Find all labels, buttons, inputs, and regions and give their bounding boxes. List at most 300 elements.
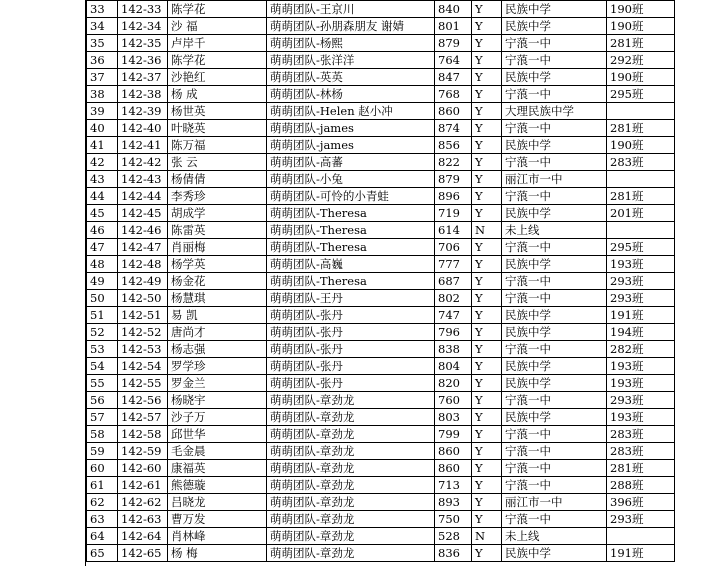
- table-row: [87, 154, 675, 171]
- table-row: [87, 35, 675, 52]
- row-number-cell: 60: [87, 460, 118, 477]
- team-cell: 萌萌团队-章劲龙: [267, 392, 435, 409]
- school-cell: 民族中学: [502, 137, 607, 154]
- class-cell: 281班: [607, 35, 675, 52]
- score-cell: 796: [435, 324, 472, 341]
- flag-cell: Y: [472, 154, 502, 171]
- flag-cell: Y: [472, 1, 502, 18]
- table-row: [87, 477, 675, 494]
- name-cell: 卢岸千: [168, 35, 267, 52]
- school-cell: 民族中学: [502, 18, 607, 35]
- row-number-cell: 36: [87, 52, 118, 69]
- flag-cell: N: [472, 528, 502, 545]
- team-cell: 萌萌团队-可怜的小青蛙: [267, 188, 435, 205]
- name-cell: 杨志强: [168, 341, 267, 358]
- team-cell: 萌萌团队-张丹: [267, 375, 435, 392]
- flag-cell: Y: [472, 120, 502, 137]
- table-row: [87, 409, 675, 426]
- name-cell: 易 凯: [168, 307, 267, 324]
- class-cell: 293班: [607, 511, 675, 528]
- id-cell: 142-35: [118, 35, 168, 52]
- name-cell: 陈万福: [168, 137, 267, 154]
- flag-cell: Y: [472, 273, 502, 290]
- class-cell: 293班: [607, 290, 675, 307]
- class-cell: 193班: [607, 409, 675, 426]
- table-row: [87, 1, 675, 18]
- score-cell: 804: [435, 358, 472, 375]
- table-row: [87, 239, 675, 256]
- score-cell: 760: [435, 392, 472, 409]
- flag-cell: Y: [472, 137, 502, 154]
- row-number-cell: 54: [87, 358, 118, 375]
- school-cell: 宁蒗一中: [502, 273, 607, 290]
- school-cell: 大理民族中学: [502, 103, 607, 120]
- row-number-cell: 46: [87, 222, 118, 239]
- table-row: [87, 460, 675, 477]
- table-body: [87, 1, 675, 562]
- flag-cell: Y: [472, 426, 502, 443]
- row-number-cell: 61: [87, 477, 118, 494]
- table-row: [87, 52, 675, 69]
- school-cell: 宁蒗一中: [502, 426, 607, 443]
- id-cell: 142-54: [118, 358, 168, 375]
- row-number-cell: 33: [87, 1, 118, 18]
- school-cell: 宁蒗一中: [502, 341, 607, 358]
- class-cell: [607, 171, 675, 188]
- flag-cell: Y: [472, 358, 502, 375]
- school-cell: 民族中学: [502, 69, 607, 86]
- name-cell: 沙 福: [168, 18, 267, 35]
- id-cell: 142-42: [118, 154, 168, 171]
- table-row: [87, 205, 675, 222]
- team-cell: 萌萌团队-张丹: [267, 324, 435, 341]
- class-cell: [607, 528, 675, 545]
- score-cell: 874: [435, 120, 472, 137]
- table-row: [87, 358, 675, 375]
- flag-cell: Y: [472, 477, 502, 494]
- score-cell: 860: [435, 443, 472, 460]
- score-cell: 614: [435, 222, 472, 239]
- name-cell: 杨世英: [168, 103, 267, 120]
- student-table: [86, 0, 675, 562]
- score-cell: 840: [435, 1, 472, 18]
- flag-cell: Y: [472, 460, 502, 477]
- name-cell: 沙艳红: [168, 69, 267, 86]
- team-cell: 萌萌团队-杨熙: [267, 35, 435, 52]
- id-cell: 142-36: [118, 52, 168, 69]
- score-cell: 802: [435, 290, 472, 307]
- row-number-cell: 38: [87, 86, 118, 103]
- id-cell: 142-55: [118, 375, 168, 392]
- class-cell: 193班: [607, 375, 675, 392]
- team-cell: 萌萌团队-张洋洋: [267, 52, 435, 69]
- id-cell: 142-58: [118, 426, 168, 443]
- class-cell: 191班: [607, 545, 675, 562]
- name-cell: 肖林峰: [168, 528, 267, 545]
- row-number-cell: 44: [87, 188, 118, 205]
- row-number-cell: 64: [87, 528, 118, 545]
- class-cell: [607, 103, 675, 120]
- flag-cell: Y: [472, 375, 502, 392]
- row-number-cell: 39: [87, 103, 118, 120]
- row-number-cell: 56: [87, 392, 118, 409]
- class-cell: 201班: [607, 205, 675, 222]
- id-cell: 142-38: [118, 86, 168, 103]
- row-number-cell: 50: [87, 290, 118, 307]
- flag-cell: Y: [472, 69, 502, 86]
- team-cell: 萌萌团队-Theresa: [267, 205, 435, 222]
- row-number-cell: 58: [87, 426, 118, 443]
- id-cell: 142-44: [118, 188, 168, 205]
- class-cell: 191班: [607, 307, 675, 324]
- school-cell: 未上线: [502, 528, 607, 545]
- score-cell: 860: [435, 460, 472, 477]
- score-cell: 803: [435, 409, 472, 426]
- id-cell: 142-64: [118, 528, 168, 545]
- table-row: [87, 137, 675, 154]
- table-row: [87, 171, 675, 188]
- row-number-cell: 37: [87, 69, 118, 86]
- name-cell: 杨学英: [168, 256, 267, 273]
- flag-cell: Y: [472, 86, 502, 103]
- row-number-cell: 63: [87, 511, 118, 528]
- team-cell: 萌萌团队-章劲龙: [267, 426, 435, 443]
- team-cell: 萌萌团队-张丹: [267, 341, 435, 358]
- row-number-cell: 43: [87, 171, 118, 188]
- school-cell: 民族中学: [502, 375, 607, 392]
- class-cell: 281班: [607, 188, 675, 205]
- score-cell: 838: [435, 341, 472, 358]
- class-cell: 281班: [607, 120, 675, 137]
- class-cell: 194班: [607, 324, 675, 341]
- flag-cell: Y: [472, 188, 502, 205]
- table-row: [87, 18, 675, 35]
- row-number-cell: 52: [87, 324, 118, 341]
- id-cell: 142-40: [118, 120, 168, 137]
- name-cell: 陈雷英: [168, 222, 267, 239]
- team-cell: 萌萌团队-章劲龙: [267, 477, 435, 494]
- id-cell: 142-53: [118, 341, 168, 358]
- id-cell: 142-33: [118, 1, 168, 18]
- name-cell: 杨 成: [168, 86, 267, 103]
- name-cell: 沙子万: [168, 409, 267, 426]
- name-cell: 杨倩倩: [168, 171, 267, 188]
- team-cell: 萌萌团队-章劲龙: [267, 443, 435, 460]
- name-cell: 杨 梅: [168, 545, 267, 562]
- flag-cell: N: [472, 222, 502, 239]
- row-number-cell: 48: [87, 256, 118, 273]
- id-cell: 142-34: [118, 18, 168, 35]
- score-cell: 893: [435, 494, 472, 511]
- id-cell: 142-46: [118, 222, 168, 239]
- team-cell: 萌萌团队-王丹: [267, 290, 435, 307]
- left-border-line: [0, 0, 86, 566]
- row-number-cell: 55: [87, 375, 118, 392]
- score-cell: 836: [435, 545, 472, 562]
- flag-cell: Y: [472, 290, 502, 307]
- team-cell: 萌萌团队-张丹: [267, 358, 435, 375]
- score-cell: 719: [435, 205, 472, 222]
- id-cell: 142-49: [118, 273, 168, 290]
- class-cell: 193班: [607, 256, 675, 273]
- score-cell: 820: [435, 375, 472, 392]
- flag-cell: Y: [472, 307, 502, 324]
- id-cell: 142-43: [118, 171, 168, 188]
- school-cell: 宁蒗一中: [502, 52, 607, 69]
- score-cell: 896: [435, 188, 472, 205]
- class-cell: 190班: [607, 18, 675, 35]
- flag-cell: Y: [472, 205, 502, 222]
- class-cell: 396班: [607, 494, 675, 511]
- team-cell: 萌萌团队-章劲龙: [267, 528, 435, 545]
- team-cell: 萌萌团队-章劲龙: [267, 545, 435, 562]
- flag-cell: Y: [472, 511, 502, 528]
- school-cell: 宁蒗一中: [502, 120, 607, 137]
- name-cell: 杨金花: [168, 273, 267, 290]
- team-cell: 萌萌团队-英英: [267, 69, 435, 86]
- flag-cell: Y: [472, 171, 502, 188]
- table-row: [87, 324, 675, 341]
- id-cell: 142-39: [118, 103, 168, 120]
- table-row: [87, 426, 675, 443]
- id-cell: 142-59: [118, 443, 168, 460]
- school-cell: 民族中学: [502, 307, 607, 324]
- name-cell: 杨慧琪: [168, 290, 267, 307]
- class-cell: 190班: [607, 1, 675, 18]
- school-cell: 民族中学: [502, 545, 607, 562]
- row-number-cell: 34: [87, 18, 118, 35]
- score-cell: 847: [435, 69, 472, 86]
- score-cell: 750: [435, 511, 472, 528]
- school-cell: 民族中学: [502, 358, 607, 375]
- name-cell: 叶晓英: [168, 120, 267, 137]
- row-number-cell: 49: [87, 273, 118, 290]
- class-cell: 190班: [607, 137, 675, 154]
- name-cell: 康福英: [168, 460, 267, 477]
- school-cell: 丽江市一中: [502, 171, 607, 188]
- row-number-cell: 42: [87, 154, 118, 171]
- name-cell: 唐尚才: [168, 324, 267, 341]
- table-row: [87, 188, 675, 205]
- name-cell: 邱世华: [168, 426, 267, 443]
- score-cell: 801: [435, 18, 472, 35]
- class-cell: 283班: [607, 426, 675, 443]
- row-number-cell: 35: [87, 35, 118, 52]
- name-cell: 杨晓宇: [168, 392, 267, 409]
- class-cell: 293班: [607, 273, 675, 290]
- school-cell: 丽江市一中: [502, 494, 607, 511]
- flag-cell: Y: [472, 103, 502, 120]
- team-cell: 萌萌团队-Theresa: [267, 222, 435, 239]
- table-row: [87, 494, 675, 511]
- team-cell: 萌萌团队-孙朋森朋友 谢婧: [267, 18, 435, 35]
- class-cell: 283班: [607, 443, 675, 460]
- team-cell: 萌萌团队-高蕃: [267, 154, 435, 171]
- class-cell: 283班: [607, 154, 675, 171]
- flag-cell: Y: [472, 341, 502, 358]
- score-cell: 764: [435, 52, 472, 69]
- table-row: [87, 545, 675, 562]
- score-cell: 777: [435, 256, 472, 273]
- school-cell: 宁蒗一中: [502, 86, 607, 103]
- score-cell: 822: [435, 154, 472, 171]
- table-row: [87, 256, 675, 273]
- table-row: [87, 528, 675, 545]
- id-cell: 142-48: [118, 256, 168, 273]
- row-number-cell: 51: [87, 307, 118, 324]
- id-cell: 142-65: [118, 545, 168, 562]
- table-row: [87, 443, 675, 460]
- table-row: [87, 307, 675, 324]
- table-row: [87, 290, 675, 307]
- table-row: [87, 392, 675, 409]
- flag-cell: Y: [472, 239, 502, 256]
- table-row: [87, 69, 675, 86]
- score-cell: 768: [435, 86, 472, 103]
- flag-cell: Y: [472, 52, 502, 69]
- school-cell: 民族中学: [502, 409, 607, 426]
- flag-cell: Y: [472, 545, 502, 562]
- name-cell: 李秀珍: [168, 188, 267, 205]
- team-cell: 萌萌团队-james: [267, 137, 435, 154]
- team-cell: 萌萌团队-Theresa: [267, 239, 435, 256]
- school-cell: 宁蒗一中: [502, 460, 607, 477]
- id-cell: 142-60: [118, 460, 168, 477]
- school-cell: 民族中学: [502, 256, 607, 273]
- flag-cell: Y: [472, 443, 502, 460]
- score-cell: 747: [435, 307, 472, 324]
- name-cell: 曹万发: [168, 511, 267, 528]
- team-cell: 萌萌团队-小兔: [267, 171, 435, 188]
- table-row: [87, 86, 675, 103]
- name-cell: 陈学花: [168, 1, 267, 18]
- row-number-cell: 45: [87, 205, 118, 222]
- table-row: [87, 222, 675, 239]
- class-cell: 282班: [607, 341, 675, 358]
- school-cell: 宁蒗一中: [502, 477, 607, 494]
- class-cell: 295班: [607, 86, 675, 103]
- team-cell: 萌萌团队-章劲龙: [267, 460, 435, 477]
- score-cell: 879: [435, 171, 472, 188]
- id-cell: 142-45: [118, 205, 168, 222]
- class-cell: 288班: [607, 477, 675, 494]
- class-cell: 190班: [607, 69, 675, 86]
- class-cell: 295班: [607, 239, 675, 256]
- flag-cell: Y: [472, 35, 502, 52]
- team-cell: 萌萌团队-章劲龙: [267, 511, 435, 528]
- name-cell: 胡成学: [168, 205, 267, 222]
- row-number-cell: 59: [87, 443, 118, 460]
- name-cell: 罗学珍: [168, 358, 267, 375]
- team-cell: 萌萌团队-林杨: [267, 86, 435, 103]
- row-number-cell: 57: [87, 409, 118, 426]
- id-cell: 142-51: [118, 307, 168, 324]
- score-cell: 860: [435, 103, 472, 120]
- id-cell: 142-52: [118, 324, 168, 341]
- school-cell: 民族中学: [502, 324, 607, 341]
- school-cell: 宁蒗一中: [502, 188, 607, 205]
- school-cell: 民族中学: [502, 205, 607, 222]
- score-cell: 879: [435, 35, 472, 52]
- name-cell: 熊德璇: [168, 477, 267, 494]
- row-number-cell: 41: [87, 137, 118, 154]
- flag-cell: Y: [472, 392, 502, 409]
- row-number-cell: 40: [87, 120, 118, 137]
- team-cell: 萌萌团队-Theresa: [267, 273, 435, 290]
- class-cell: 293班: [607, 392, 675, 409]
- flag-cell: Y: [472, 18, 502, 35]
- class-cell: 292班: [607, 52, 675, 69]
- team-cell: 萌萌团队-王京川: [267, 1, 435, 18]
- school-cell: 宁蒗一中: [502, 511, 607, 528]
- id-cell: 142-56: [118, 392, 168, 409]
- school-cell: 宁蒗一中: [502, 443, 607, 460]
- name-cell: 陈学花: [168, 52, 267, 69]
- table-row: [87, 341, 675, 358]
- name-cell: 毛金晨: [168, 443, 267, 460]
- team-cell: 萌萌团队-章劲龙: [267, 494, 435, 511]
- flag-cell: Y: [472, 494, 502, 511]
- table-row: [87, 120, 675, 137]
- name-cell: 罗金兰: [168, 375, 267, 392]
- school-cell: 宁蒗一中: [502, 35, 607, 52]
- score-cell: 528: [435, 528, 472, 545]
- flag-cell: Y: [472, 409, 502, 426]
- flag-cell: Y: [472, 256, 502, 273]
- class-cell: 193班: [607, 358, 675, 375]
- id-cell: 142-62: [118, 494, 168, 511]
- school-cell: 宁蒗一中: [502, 154, 607, 171]
- class-cell: 281班: [607, 460, 675, 477]
- team-cell: 萌萌团队-高巍: [267, 256, 435, 273]
- flag-cell: Y: [472, 324, 502, 341]
- school-cell: 宁蒗一中: [502, 392, 607, 409]
- school-cell: 宁蒗一中: [502, 239, 607, 256]
- name-cell: 肖丽梅: [168, 239, 267, 256]
- id-cell: 142-50: [118, 290, 168, 307]
- school-cell: 民族中学: [502, 1, 607, 18]
- table-row: [87, 511, 675, 528]
- table-row: [87, 273, 675, 290]
- row-number-cell: 53: [87, 341, 118, 358]
- score-cell: 799: [435, 426, 472, 443]
- id-cell: 142-61: [118, 477, 168, 494]
- table-row: [87, 375, 675, 392]
- school-cell: 未上线: [502, 222, 607, 239]
- team-cell: 萌萌团队-张丹: [267, 307, 435, 324]
- team-cell: 萌萌团队-Helen 赵小冲: [267, 103, 435, 120]
- school-cell: 宁蒗一中: [502, 290, 607, 307]
- score-cell: 713: [435, 477, 472, 494]
- team-cell: 萌萌团队-章劲龙: [267, 409, 435, 426]
- id-cell: 142-37: [118, 69, 168, 86]
- id-cell: 142-63: [118, 511, 168, 528]
- score-cell: 687: [435, 273, 472, 290]
- score-cell: 706: [435, 239, 472, 256]
- team-cell: 萌萌团队-james: [267, 120, 435, 137]
- id-cell: 142-47: [118, 239, 168, 256]
- score-cell: 856: [435, 137, 472, 154]
- name-cell: 张 云: [168, 154, 267, 171]
- id-cell: 142-57: [118, 409, 168, 426]
- row-number-cell: 62: [87, 494, 118, 511]
- name-cell: 吕晓龙: [168, 494, 267, 511]
- class-cell: [607, 222, 675, 239]
- table-row: [87, 103, 675, 120]
- row-number-cell: 65: [87, 545, 118, 562]
- id-cell: 142-41: [118, 137, 168, 154]
- row-number-cell: 47: [87, 239, 118, 256]
